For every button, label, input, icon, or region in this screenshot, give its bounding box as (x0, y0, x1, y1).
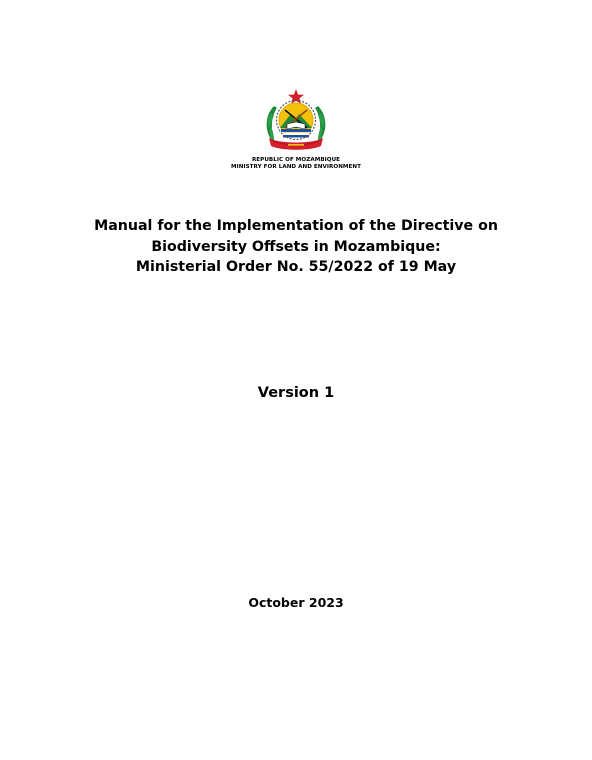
mozambique-emblem-icon (261, 88, 331, 156)
publication-date: October 2023 (248, 595, 344, 610)
version-label: Version 1 (257, 385, 335, 401)
waves-icon (281, 129, 311, 132)
title-line-3: Ministerial Order No. 55/2022 of 19 May (135, 259, 457, 275)
title-line-1: Manual for the Implementation of the Directive on (94, 218, 498, 234)
ribbon-icon (269, 138, 323, 150)
title-line-2: Biodiversity Offsets in Mozambique: (151, 238, 441, 255)
document-title (0, 216, 592, 278)
ministry-name: MINISTRY FOR LAND AND ENVIRONMENT (230, 164, 362, 170)
country-name: REPUBLIC OF MOZAMBIQUE (251, 157, 341, 163)
